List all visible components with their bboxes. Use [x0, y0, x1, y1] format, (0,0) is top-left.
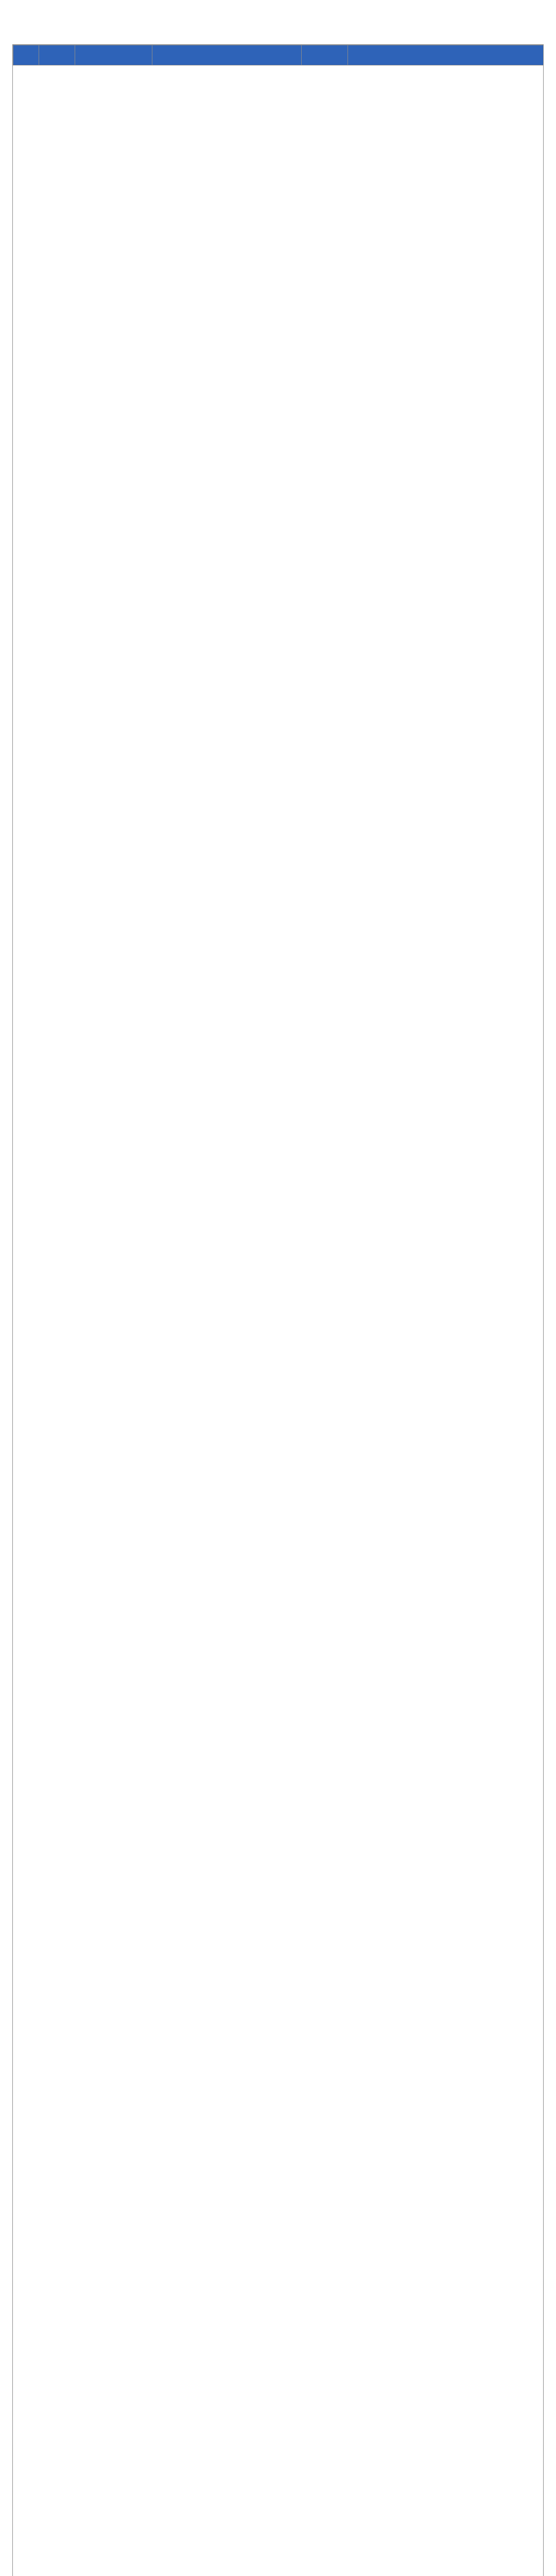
table-header — [13, 45, 544, 65]
header-cell-seq — [13, 45, 39, 65]
table-header-row — [13, 45, 544, 65]
leave-policy-table-wrapper — [12, 44, 544, 2576]
header-cell-note — [302, 45, 348, 65]
header-cell-basis — [348, 45, 544, 65]
header-cell-type — [75, 45, 152, 65]
document-note — [12, 30, 544, 38]
leave-policy-table — [13, 45, 544, 65]
header-cell-region — [39, 45, 75, 65]
header-cell-days — [152, 45, 302, 65]
document-title — [12, 13, 544, 27]
